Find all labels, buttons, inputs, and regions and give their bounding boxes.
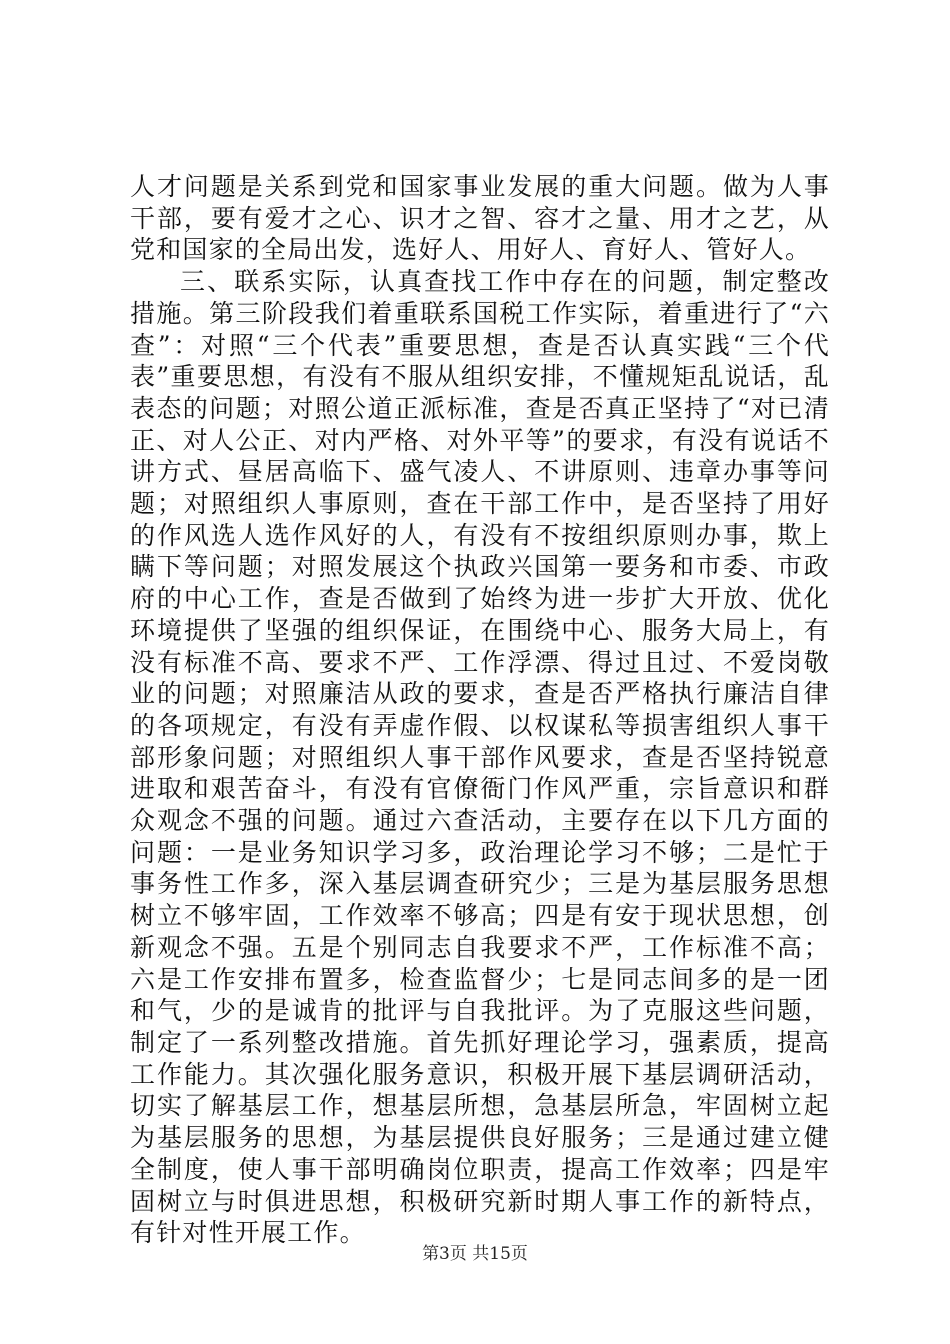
body-text <box>130 171 830 1249</box>
page-number-footer: 第3页 共15页 <box>422 1244 528 1264</box>
paragraph-section-three: 三、联系实际，认真查找工作中存在的问题，制定整改措施。第三阶段我们着重联系国税工作实际，着重进行了“六查”：对照“三个代表”重要思想，查是否认真实践“三个代表”重要思想，有没有不服从组织安排，不懂规矩乱说话，乱表态的问题；对照公道正派标准，查是否真正坚持了“对已清正、对人公正、对内严格、对外平等”的要求，有没有说话不讲方式、昼居高临下、盛气凌人、不讲原则、违章办事等问题；对照组织人事原则，查在干部工作中，是否坚持了用好的作风选人选作风好的人，有没有不按组织原则办事，欺上瞒下等问题；对照发展这个执政兴国第一要务和市委、市政府的中心工作，查是否做到了始终为进一步扩大开放、优化环境提供了坚强的组织保证，在围绕中心、服务大局上，有没有标准不高、要求不严、工作浮漂、得过且过、不爱岗敬业的问题；对照廉洁从政的要求，查是否严格执行廉洁自律的各项规定，有没有弄虚作假、以权谋私等损害组织人事干部形象问题；对照组织人事干部作风要求，查是否坚持锐意进取和艰苦奋斗，有没有官僚衙门作风严重，宗旨意识和群众观念不强的问题。通过六查活动，主要存在以下几方面的问题：一是业务知识学习多，政治理论学习不够；二是忙于事务性工作多，深入基层调查研究少；三是为基层服务思想树立不够牢固，工作效率不够高；四是有安于现状思想，创新观念不强。五是个别同志自我要求不严，工作标准不高；六是工作安排布置多，检查监督少；七是同志间多的是一团和气，少的是诚肯的批评与自我批评。为了克服这些问题，制定了一系列整改措施。首先抓好理论学习，强素质，提高工作能力。其次强化服务意识，积极开展下基层调研活动，切实了解基层工作，想基层所想，急基层所急，牢固树立起为基层服务的思想，为基层提供良好服务；三是通过建立健全制度，使人事干部明确岗位职责，提高工作效率；四是牢固树立与时俱进思想，积极研究新时期人事工作的新特点，有针对性开展工作。 <box>130 267 830 1248</box>
paragraph-continuation: 人才问题是关系到党和国家事业发展的重大问题。做为人事干部，要有爱才之心、识才之智、容才之量、用才之艺，从党和国家的全局出发，选好人、用好人、育好人、管好人。 <box>130 172 830 265</box>
